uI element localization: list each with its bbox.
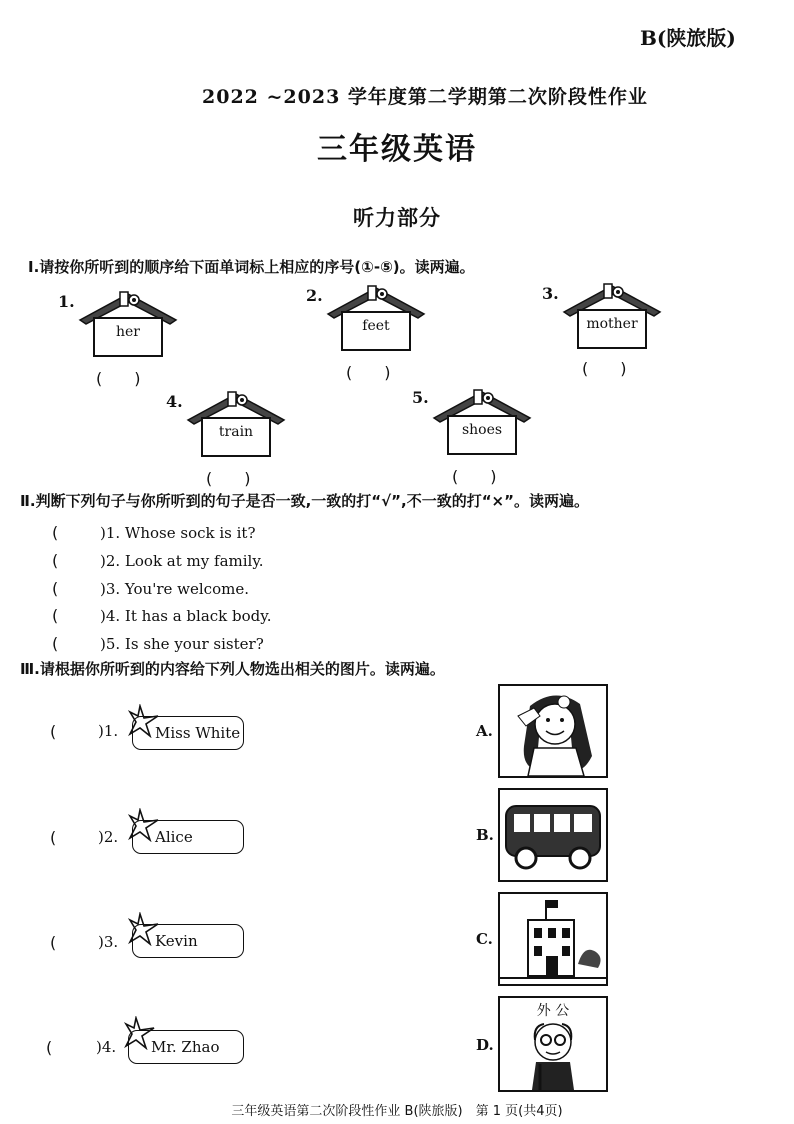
- statement: )5. Is she your sister?: [100, 635, 264, 653]
- answer-paren[interactable]: ( ): [452, 467, 497, 486]
- page-footer: 三年级英语第二次阶段性作业 B(陕旅版) 第 1 页(共4页): [231, 1104, 563, 1119]
- answer-paren[interactable]: (: [50, 828, 57, 847]
- girl-saluting-icon: [500, 686, 606, 776]
- choice-letter: C.: [476, 930, 493, 948]
- q1-number: 5.: [412, 388, 429, 407]
- answer-paren[interactable]: (: [52, 634, 59, 653]
- house-card: [326, 284, 426, 354]
- house-card: [186, 390, 286, 460]
- house-word: mother: [586, 316, 638, 332]
- picture-c: [498, 892, 608, 986]
- answer-paren[interactable]: (: [50, 722, 57, 741]
- answer-paren[interactable]: (: [50, 933, 57, 952]
- statement: )2. Look at my family.: [100, 552, 264, 570]
- building-icon: [500, 894, 606, 984]
- answer-paren[interactable]: (: [52, 579, 59, 598]
- picture-d: [498, 996, 608, 1092]
- name-tag: Mr. Zhao: [128, 1030, 244, 1064]
- house-card: [562, 282, 662, 352]
- answer-paren[interactable]: ( ): [346, 363, 391, 382]
- house-card: [432, 388, 532, 458]
- edition-tag: B(陕旅版): [640, 26, 736, 50]
- bus-icon: [500, 790, 606, 880]
- house-card: [78, 290, 178, 360]
- item-number: )3.: [98, 933, 119, 951]
- choice-letter: D.: [476, 1036, 494, 1054]
- answer-paren[interactable]: (: [46, 1038, 53, 1057]
- answer-paren[interactable]: (: [52, 523, 59, 542]
- q3-instruction: Ⅲ.请根据你所听到的内容给下列人物选出相关的图片。读两遍。: [20, 660, 445, 678]
- answer-paren[interactable]: ( ): [206, 469, 251, 488]
- item-number: )2.: [98, 828, 119, 846]
- answer-paren[interactable]: ( ): [96, 369, 141, 388]
- item-number: )4.: [96, 1038, 117, 1056]
- name-tag: Alice: [132, 820, 244, 854]
- answer-paren[interactable]: (: [52, 606, 59, 625]
- section-title: 听力部分: [353, 206, 441, 230]
- q1-number: 2.: [306, 286, 323, 305]
- header-title: 2022 ~2023 学年度第二学期第二次阶段性作业: [202, 86, 648, 108]
- name-tag: Miss White: [132, 716, 244, 750]
- picture-a: [498, 684, 608, 778]
- picture-caption: 外 公: [536, 1003, 570, 1019]
- statement: )1. Whose sock is it?: [100, 524, 256, 542]
- q1-number: 4.: [166, 392, 183, 411]
- main-title: 三年级英语: [317, 132, 477, 167]
- item-number: )1.: [98, 722, 119, 740]
- house-word: train: [218, 424, 254, 440]
- q2-instruction: Ⅱ.判断下列句子与你所听到的句子是否一致,一致的打“√”,不一致的打“×”。读两遍。: [20, 492, 589, 510]
- grandpa-icon: [500, 998, 606, 1090]
- statement: )4. It has a black body.: [100, 607, 272, 625]
- statement: )3. You're welcome.: [100, 580, 249, 598]
- picture-b: [498, 788, 608, 882]
- house-word: shoes: [461, 422, 503, 438]
- house-word: her: [116, 324, 140, 340]
- answer-paren[interactable]: (: [52, 551, 59, 570]
- choice-letter: A.: [476, 722, 493, 740]
- house-word: feet: [362, 318, 390, 334]
- q1-number: 1.: [58, 292, 75, 311]
- choice-letter: B.: [476, 826, 494, 844]
- name-tag: Kevin: [132, 924, 244, 958]
- q1-number: 3.: [542, 284, 559, 303]
- answer-paren[interactable]: ( ): [582, 359, 627, 378]
- q1-instruction: Ⅰ.请按你所听到的顺序给下面单词标上相应的序号(①-⑤)。读两遍。: [28, 258, 475, 276]
